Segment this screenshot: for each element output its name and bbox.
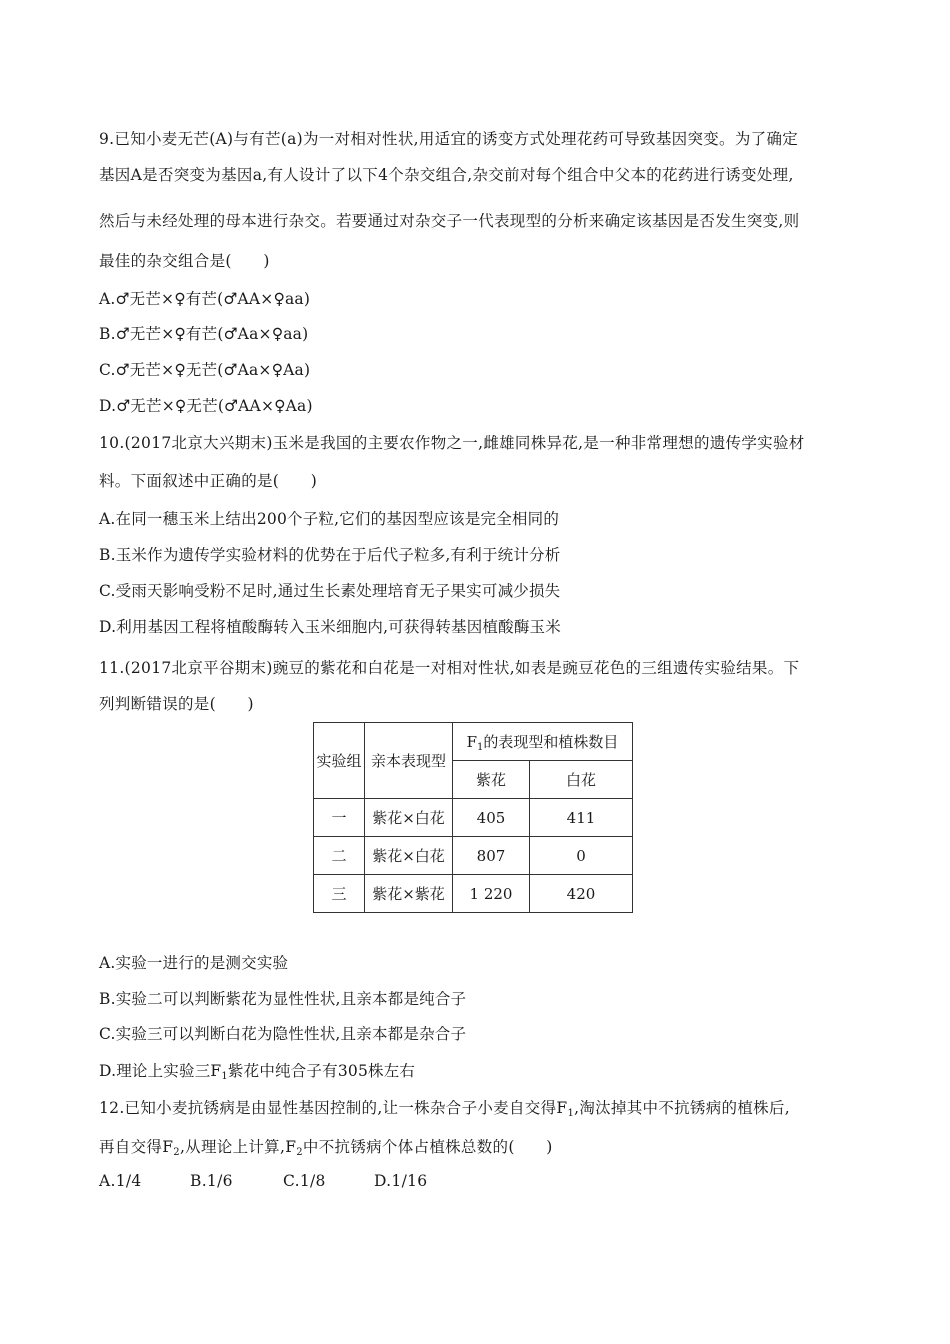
table-cell-white: 0 <box>530 837 633 875</box>
q9-option-d: D.♂无芒×♀无芒(♂AA×♀Aa) <box>99 397 313 415</box>
table-row <box>314 875 633 913</box>
q11-option-b: B.实验二可以判断紫花为显性性状,且亲本都是纯合子 <box>99 990 467 1008</box>
q10-option-d: D.利用基因工程将植酸酶转入玉米细胞内,可获得转基因植酸酶玉米 <box>99 618 561 636</box>
q11-option-a: A.实验一进行的是测交实验 <box>99 954 289 972</box>
q9-stem-line-3: 然后与未经处理的母本进行杂交。若要通过对杂交子一代表现型的分析来确定该基因是否发生突变,则 <box>99 212 800 230</box>
table-cell-white: 411 <box>530 799 633 837</box>
q11-option-c: C.实验三可以判断白花为隐性性状,且亲本都是杂合子 <box>99 1025 467 1043</box>
q9-option-a: A.♂无芒×♀有芒(♂AA×♀aa) <box>99 290 311 308</box>
table-header-parents: 亲本表现型 <box>365 723 453 799</box>
table-cell-parents: 紫花×白花 <box>365 799 453 837</box>
q12-option-d: D.1/16 <box>374 1172 428 1190</box>
q10-option-a: A.在同一穗玉米上结出200个子粒,它们的基因型应该是完全相同的 <box>99 510 560 528</box>
q9-option-c: C.♂无芒×♀无芒(♂Aa×♀Aa) <box>99 361 311 379</box>
table-cell-purple: 1 220 <box>453 875 530 913</box>
q12-option-b: B.1/6 <box>190 1172 233 1190</box>
table-header-purple: 紫花 <box>453 761 530 799</box>
q11-stem-line-2: 列判断错误的是( ) <box>99 695 254 713</box>
q9-option-b: B.♂无芒×♀有芒(♂Aa×♀aa) <box>99 325 309 343</box>
q9-stem-line-2: 基因A是否突变为基因a,有人设计了以下4个杂交组合,杂交前对每个组合中父本的花药进行诱变处理, <box>99 166 794 184</box>
table-cell-group: 三 <box>314 875 365 913</box>
q10-option-b: B.玉米作为遗传学实验材料的优势在于后代子粒多,有利于统计分析 <box>99 546 561 564</box>
table-row <box>314 837 633 875</box>
table-cell-parents: 紫花×紫花 <box>365 875 453 913</box>
q9-stem-line-4: 最佳的杂交组合是( ) <box>99 252 270 270</box>
q10-stem-line-1: 10.(2017北京大兴期末)玉米是我国的主要农作物之一,雌雄同株异花,是一种非常理想的遗传学实验材 <box>99 434 805 452</box>
q9-stem-line-1: 9.已知小麦无芒(A)与有芒(a)为一对相对性状,用适宜的诱变方式处理花药可导致基因突变。为了确定 <box>99 130 799 148</box>
q12-options <box>99 1172 427 1190</box>
q11-stem-line-1: 11.(2017北京平谷期末)豌豆的紫花和白花是一对相对性状,如表是豌豆花色的三组遗传实验结果。下 <box>99 659 800 677</box>
table-header-group: 实验组 <box>314 723 365 799</box>
table-header-white: 白花 <box>530 761 633 799</box>
q10-stem-line-2: 料。下面叙述中正确的是( ) <box>99 472 318 490</box>
table-header-f1: $F_1$的表现型和植株数目 <box>453 723 633 761</box>
table-cell-purple: 807 <box>453 837 530 875</box>
q12-option-a: A.1/4 <box>99 1172 142 1190</box>
q12-stem-line-1: 12.已知小麦抗锈病是由显性基因控制的,让一株杂合子小麦自交得$F_1$,淘汰掉其中不抗锈病的植株后, <box>99 1099 790 1119</box>
table-cell-white: 420 <box>530 875 633 913</box>
table-row <box>314 799 633 837</box>
q11-option-d: D.理论上实验三$F_1$紫花中纯合子有305株左右 <box>99 1062 416 1082</box>
q10-option-c: C.受雨天影响受粉不足时,通过生长素处理培育无子果实可减少损失 <box>99 582 561 600</box>
table-cell-parents: 紫花×白花 <box>365 837 453 875</box>
q12-stem-line-2: 再自交得$F_2$,从理论上计算$,F_2$中不抗锈病个体占植株总数的( ) <box>99 1138 553 1158</box>
table-cell-purple: 405 <box>453 799 530 837</box>
table-cell-group: 一 <box>314 799 365 837</box>
q11-results-table <box>313 722 633 913</box>
q12-option-c: C.1/8 <box>283 1172 326 1190</box>
table-cell-group: 二 <box>314 837 365 875</box>
